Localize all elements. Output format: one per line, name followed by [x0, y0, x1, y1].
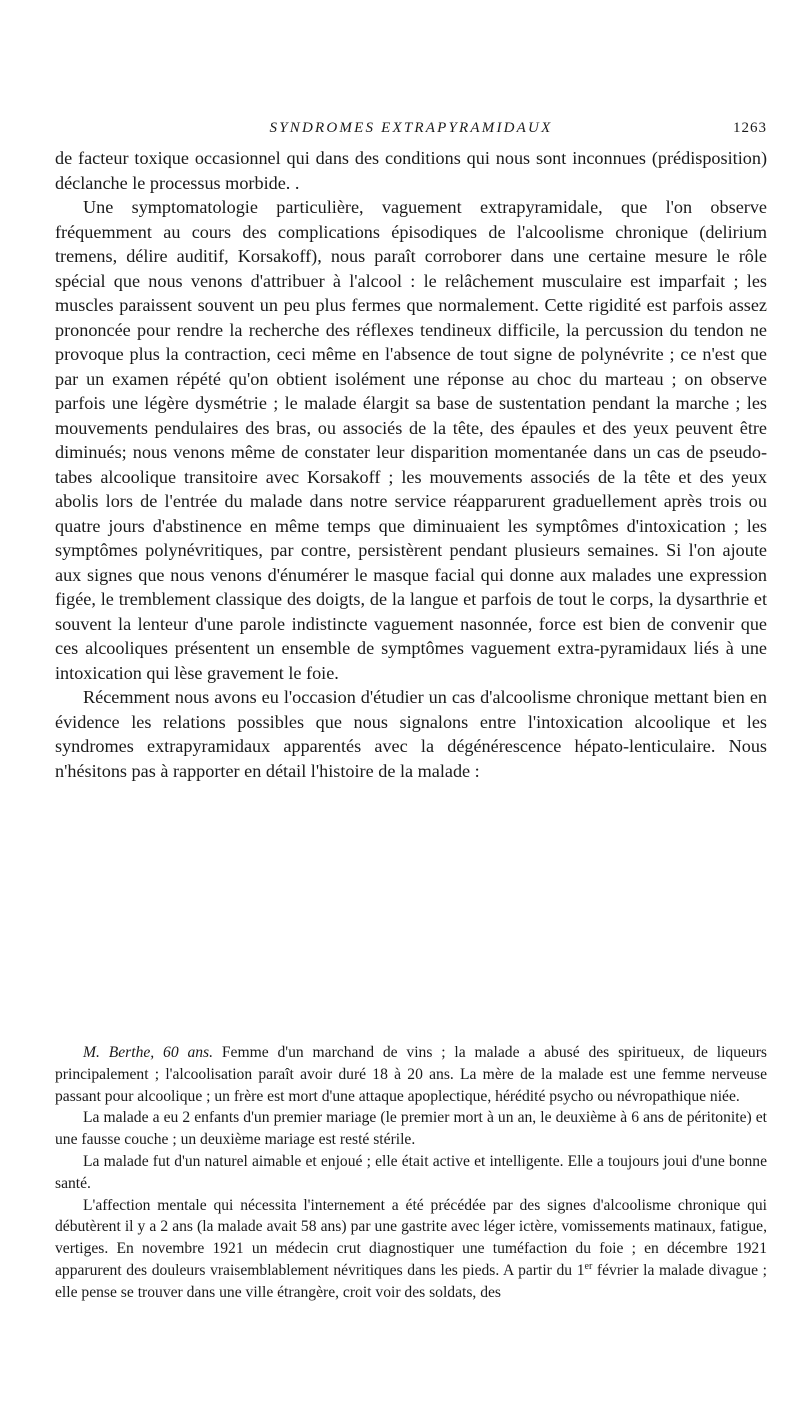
case-paragraph	[55, 1195, 767, 1304]
body-paragraph: de facteur toxique occasionnel qui dans des conditions qui nous sont inconnues (prédisposition) déclanche le processus morbide. .	[55, 148, 767, 193]
body-paragraph: Récemment nous avons eu l'occasion d'étudier un cas d'alcoolisme chronique mettant bien en évidence les relations possibles que nous signalons entre l'intoxication alcoolique et les syndromes extrapyramidaux apparentés avec la dégénérescence hépato-lenticulaire. Nous n'hésitons pas à rapporter en détail l'histoire de la malade :	[55, 687, 767, 781]
case-paragraph	[55, 1042, 767, 1107]
running-title: SYNDROMES EXTRAPYRAMIDAUX	[269, 120, 553, 136]
body-paragraph: Une symptomatologie particulière, vaguement extrapyramidale, que l'on observe fréquemment au cours des complications épisodiques de l'alcoolisme chronique (delirium tremens, délire auditif, Korsakoff), nous paraît corroborer dans une certaine mesure le rôle spécial que nous venons d'attribuer à l'alcool : le relâchement musculaire est imparfait ; les muscles paraissent souvent un peu plus fermes que normalement. Cette rigidité est parfois assez prononcée pour rendre la recherche des réflexes tendineux difficile, la percussion du tendon ne provoque plus la contraction, ceci même en l'absence de tout signe de polynévrite ; ce n'est que par un examen répété qu'on obtient isolément une réponse au choc du marteau ; on observe parfois une légère dysmétrie ; le malade élargit sa base de sustentation pendant la marche ; les mouvements pendulaires des bras, ou associés de la tête, des épaules et des yeux peuvent être diminués; nous venons même de constater leur disparition momentanée dans un cas de pseudo-tabes alcoolique transitoire avec Korsakoff ; les mouvements associés de la tête et des yeux abolis lors de l'entrée du malade dans notre service réapparurent graduellement après trois ou quatre jours d'abstinence en même temps que diminuaient les symptômes d'intoxication ; les symptômes polynévritiques, par contre, persistèrent pendant plusieurs semaines. Si l'on ajoute aux signes que nous venons d'énumérer le masque facial qui donne aux malades une expression figée, le tremblement classique des doigts, de la langue et parfois de tout le corps, la dysarthrie et souvent la lenteur d'une parole indistincte vaguement nasonnée, force est bien de convenir que ces alcooliques présentent un ensemble de symptômes vaguement extra-pyramidaux liés à une intoxication qui lèse gravement le foie.	[55, 197, 767, 683]
case-paragraph-text: L'affection mentale qui nécessita l'internement a été précédée par des signes d'alcoolisme chronique qui débutèrent il y a 2 ans (la malade avait 58 ans) par une gastrite avec léger ictère, vomissements matinaux, fatigue, vertiges. En novembre 1921 un médecin crut diagnostiquer une tuméfaction du foie ; en décembre 1921 apparurent des douleurs vraisemblablement névritiques dans les pieds. A partir du 1	[55, 1196, 767, 1279]
case-paragraph-text: Femme d'un marchand de vins ; la malade a abusé des spiritueux, de liqueurs principalement ; l'alcoolisation paraît avoir duré 18 à 20 ans. La mère de la malade est une femme nerveuse passant pour alcoolique ; un frère est mort d'une attaque apoplectique, hérédité psycho ou névropathique niée.	[55, 1044, 767, 1105]
body-text	[55, 146, 767, 783]
ordinal-superscript: er	[584, 1260, 593, 1272]
case-report	[55, 1042, 767, 1304]
case-paragraph-text: février la malade divague ; elle pense se trouver dans une ville étrangère, croit voir des soldats, des	[55, 1261, 767, 1301]
running-head	[55, 118, 767, 142]
page-number: 1263	[733, 120, 767, 136]
case-paragraph: La malade a eu 2 enfants d'un premier mariage (le premier mort à un an, le deuxième à 6 ans de péritonite) et une fausse couche ; un deuxième mariage est resté stérile.	[55, 1109, 767, 1149]
case-name: M. Berthe, 60 ans.	[83, 1044, 214, 1061]
case-paragraph: La malade fut d'un naturel aimable et enjoué ; elle était active et intelligente. Elle a toujours joui d'une bonne santé.	[55, 1152, 767, 1192]
